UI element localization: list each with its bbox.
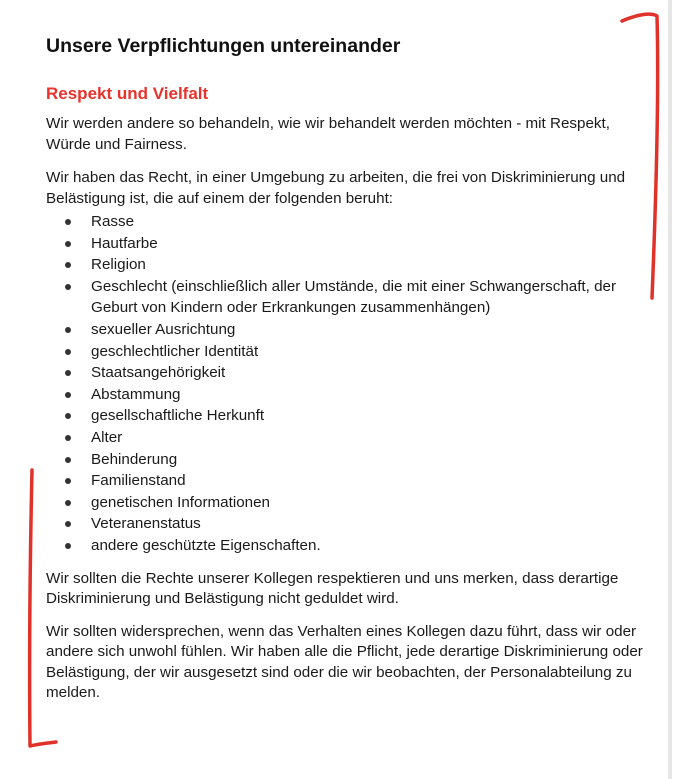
list-item-text: geschlechtlicher Identität <box>91 342 259 360</box>
bullet-icon <box>65 435 71 441</box>
list-item-text: genetischen Informationen <box>91 493 270 511</box>
list-item-text: sexueller Ausrichtung <box>91 320 236 338</box>
bullet-icon <box>65 284 71 290</box>
paragraph-respect: Wir werden andere so behandeln, wie wir behandelt werden möchten - mit Respekt, Würde und Fairness. <box>46 115 610 153</box>
bullet-icon <box>65 413 71 419</box>
bullet-icon <box>65 370 71 376</box>
bullet-icon <box>65 543 71 549</box>
list-item <box>46 233 646 255</box>
list-item <box>46 492 646 514</box>
list-item <box>46 405 646 427</box>
paragraph-reporting-duty: Wir sollten widersprechen, wenn das Verhalten eines Kollegen dazu führt, dass wir oder andere sich unwohl fühlen. Wir haben alle die Pflicht, jede derartige Diskriminierung oder Belästigung, der wir ausgesetzt sind oder die wir beobachten, der Personalabteilung zu melden. <box>46 622 643 701</box>
list-item <box>46 513 646 535</box>
bullet-icon <box>65 521 71 527</box>
list-item <box>46 254 646 276</box>
list-item <box>46 211 646 233</box>
list-item <box>46 427 646 449</box>
list-item-text: Veteranenstatus <box>91 515 201 533</box>
list-item-text: Familienstand <box>91 472 186 490</box>
list-item <box>46 362 646 384</box>
list-item-text: Religion <box>91 256 146 274</box>
bullet-icon <box>65 327 71 333</box>
list-item-text: Hautfarbe <box>91 234 158 252</box>
document-title: Unsere Verpflichtungen untereinander <box>46 35 401 57</box>
paragraph-colleague-rights: Wir sollten die Rechte unserer Kollegen respektieren und uns merken, dass derartige Diskriminierung und Belästigung nicht geduldet wird. <box>46 569 619 607</box>
bullet-icon <box>65 262 71 268</box>
bullet-icon <box>65 392 71 398</box>
paragraph-rights: Wir haben das Recht, in einer Umgebung zu arbeiten, die frei von Diskriminierung und Belästigung ist, die auf einem der folgenden beruht: <box>46 169 626 207</box>
list-item-text: Alter <box>91 428 123 446</box>
list-item <box>46 384 646 406</box>
bullet-icon <box>65 349 71 355</box>
list-item-text: gesellschaftliche Herkunft <box>91 407 265 425</box>
bullet-icon <box>65 478 71 484</box>
page-edge <box>668 0 672 779</box>
list-item <box>46 470 646 492</box>
list-item-text: Geschlecht (einschließlich aller Umstände, die mit einer Schwangerschaft, der Geburt von Kindern oder Erkrankungen zusammenhängen) <box>91 277 617 317</box>
list-item <box>46 341 646 363</box>
list-item-text: Abstammung <box>91 385 181 403</box>
section-heading: Respekt und Vielfalt <box>46 84 209 103</box>
list-item-text: Staatsangehörigkeit <box>91 364 226 382</box>
bullet-icon <box>65 457 71 463</box>
protected-characteristics-list <box>46 211 646 557</box>
list-item-text: Behinderung <box>91 450 178 468</box>
document-content <box>46 34 646 704</box>
list-item <box>46 449 646 471</box>
list-item <box>46 535 646 557</box>
bullet-icon <box>65 219 71 225</box>
list-item-text: andere geschützte Eigenschaften. <box>91 536 321 554</box>
list-item <box>46 319 646 341</box>
bullet-icon <box>65 500 71 506</box>
list-item-text: Rasse <box>91 213 135 230</box>
list-item <box>46 276 646 319</box>
bullet-icon <box>65 241 71 247</box>
